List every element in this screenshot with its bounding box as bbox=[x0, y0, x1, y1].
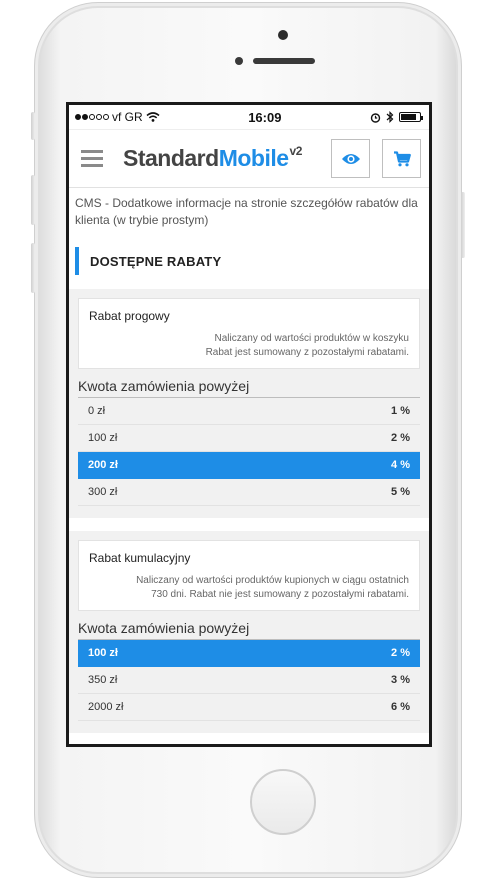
logo[interactable] bbox=[123, 145, 302, 172]
header-actions bbox=[331, 139, 421, 178]
spacer bbox=[69, 275, 429, 289]
earpiece-speaker bbox=[253, 58, 315, 64]
bluetooth-icon bbox=[386, 111, 394, 123]
view-button[interactable] bbox=[331, 139, 370, 178]
eye-icon bbox=[341, 152, 361, 166]
discount-title: Rabat progowy bbox=[89, 309, 170, 323]
power-button[interactable] bbox=[461, 192, 465, 258]
discount-title: Rabat kumulacyjny bbox=[89, 551, 191, 565]
table-row[interactable] bbox=[78, 452, 420, 479]
row-percent: 3 % bbox=[391, 674, 410, 686]
section-title: DOSTĘPNE RABATY bbox=[75, 247, 429, 275]
row-percent: 1 % bbox=[391, 405, 410, 417]
row-percent: 6 % bbox=[391, 701, 410, 713]
row-amount: 2000 zł bbox=[88, 701, 124, 713]
logo-mobile: Mobile bbox=[218, 145, 289, 171]
logo-standard: Standard bbox=[123, 145, 219, 171]
volume-up-button[interactable] bbox=[31, 175, 35, 225]
front-camera bbox=[278, 30, 288, 40]
row-percent: 4 % bbox=[391, 459, 410, 471]
discount-table bbox=[78, 398, 420, 506]
table-header: Kwota zamówienia powyżej bbox=[78, 620, 420, 640]
signal-strength-icon bbox=[75, 114, 109, 120]
table-row[interactable] bbox=[78, 425, 420, 452]
status-bar bbox=[69, 105, 429, 130]
battery-icon bbox=[399, 112, 421, 122]
table-row[interactable] bbox=[78, 667, 420, 694]
discount-description-line: Naliczany od wartości produktów w koszyku bbox=[214, 333, 409, 344]
table-row[interactable] bbox=[78, 479, 420, 506]
table-header: Kwota zamówienia powyżej bbox=[78, 378, 420, 398]
discount-info-box bbox=[78, 540, 420, 611]
wifi-icon bbox=[146, 112, 160, 122]
alarm-icon bbox=[370, 112, 381, 123]
row-amount: 350 zł bbox=[88, 674, 118, 686]
row-percent: 2 % bbox=[391, 432, 410, 444]
home-button[interactable] bbox=[250, 769, 316, 835]
app-header bbox=[69, 130, 429, 188]
discount-info-box bbox=[78, 298, 420, 369]
signal-group bbox=[75, 110, 160, 124]
status-time: 16:09 bbox=[248, 109, 282, 125]
discount-description bbox=[89, 574, 409, 602]
discount-description-line: 730 dni. Rabat nie jest sumowany z pozostałymi rabatami. bbox=[151, 589, 409, 600]
cart-icon bbox=[393, 151, 411, 167]
hamburger-icon[interactable] bbox=[81, 150, 103, 167]
discount-description-line: Naliczany od wartości produktów kupionych w ciągu ostatnich bbox=[136, 575, 409, 586]
volume-down-button[interactable] bbox=[31, 243, 35, 293]
carrier-name: vf GR bbox=[112, 110, 143, 124]
discount-table bbox=[78, 640, 420, 721]
row-amount: 200 zł bbox=[88, 459, 118, 471]
discount-panel-1 bbox=[69, 289, 429, 518]
cms-info-text: CMS - Dodatkowe informacje na stronie szczegółów rabatów dla klienta (w trybie prostym) bbox=[75, 196, 418, 227]
row-amount: 0 zł bbox=[88, 405, 106, 417]
table-row[interactable] bbox=[78, 398, 420, 425]
proximity-sensor bbox=[235, 57, 243, 65]
mute-switch[interactable] bbox=[31, 112, 35, 140]
status-right-group bbox=[370, 111, 421, 123]
row-percent: 5 % bbox=[391, 486, 410, 498]
table-row[interactable] bbox=[78, 640, 420, 667]
table-row[interactable] bbox=[78, 694, 420, 721]
discount-description-line: Rabat jest sumowany z pozostałymi rabatami. bbox=[205, 347, 409, 358]
row-amount: 100 zł bbox=[88, 647, 118, 659]
row-percent: 2 % bbox=[391, 647, 410, 659]
logo-version: v2 bbox=[289, 144, 302, 159]
battery-level bbox=[401, 114, 416, 120]
cart-button[interactable] bbox=[382, 139, 421, 178]
row-amount: 100 zł bbox=[88, 432, 118, 444]
discount-description bbox=[89, 332, 409, 360]
phone-screen bbox=[66, 102, 432, 747]
panel-gap bbox=[69, 518, 429, 531]
discount-panel-2 bbox=[69, 531, 429, 733]
row-amount: 300 zł bbox=[88, 486, 118, 498]
